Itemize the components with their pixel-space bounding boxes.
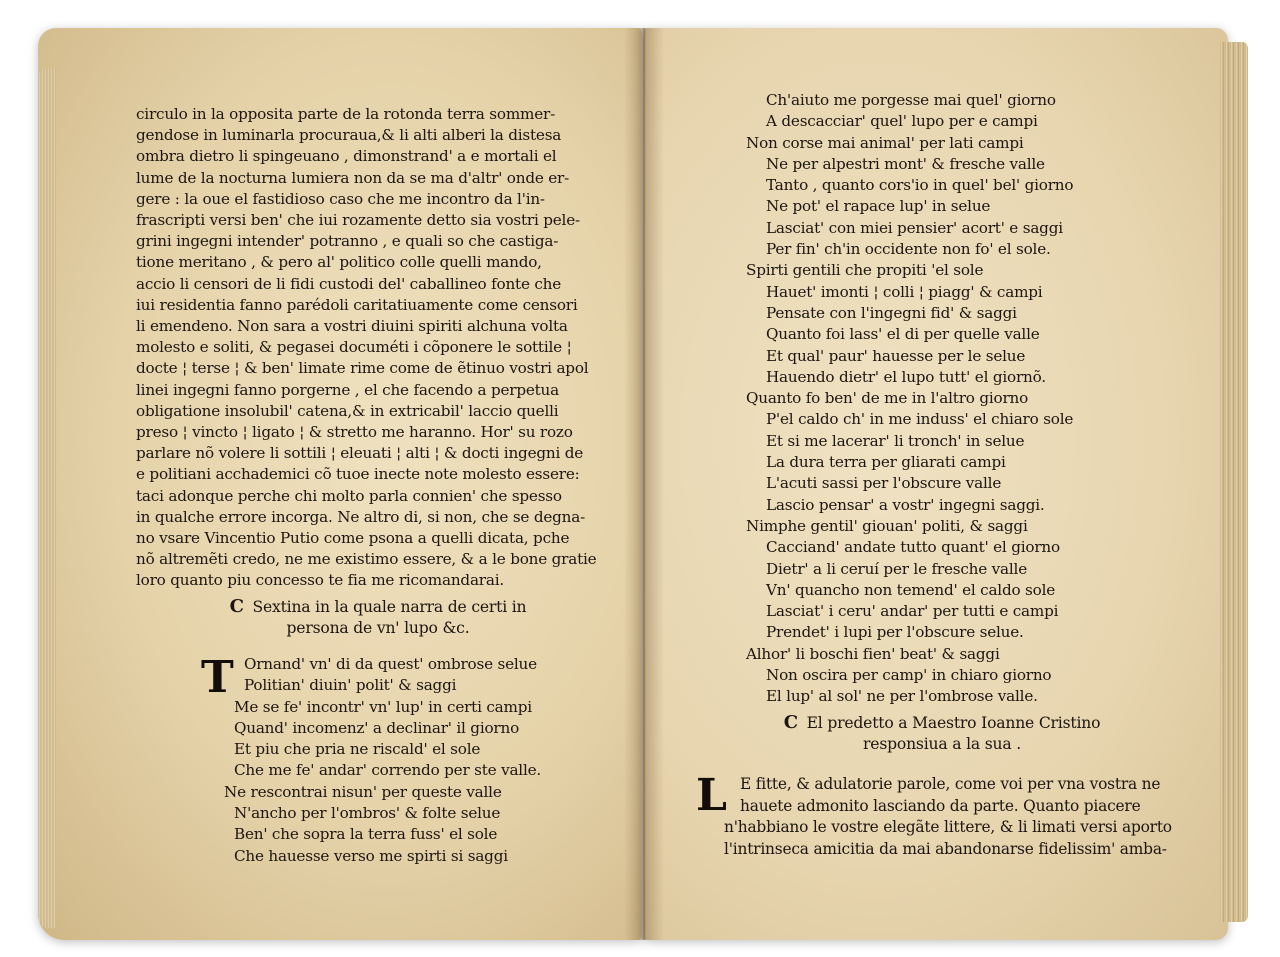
prose-line: molesto e soliti, & pegasei documéti i cõponere le sottile ¦ — [136, 338, 572, 357]
paragraph-mark-icon: C — [783, 712, 798, 733]
drop-cap: T — [201, 652, 234, 703]
drop-cap: L — [696, 770, 727, 821]
prose-line: loro quanto piu concesso te fia me ricomandarai. — [136, 571, 504, 590]
verse-line: Et piu che pria ne riscald' el sole — [234, 740, 481, 759]
verse-line: Non oscira per camp' in chiaro giorno — [766, 666, 1052, 685]
heading-line: persona de vn' lupo &c. — [286, 619, 470, 637]
verse-line: Spirti gentili che propiti 'el sole — [746, 261, 984, 280]
verse-line: Politian' diuin' polit' & saggi — [244, 676, 457, 695]
book-gutter — [624, 28, 664, 940]
heading-line: Sextina in la quale narra de certi in — [252, 598, 527, 616]
verse-line: Hauendo dietr' el lupo tutt' el giornõ. — [766, 367, 1046, 386]
verse-line: Ben' che sopra la terra fuss' el sole — [234, 825, 498, 844]
prose-line: circulo in la opposita parte de la rotonda terra sommer- — [136, 105, 555, 123]
verse-line: Lasciat' i ceru' andar' per tutti e campi — [766, 602, 1059, 621]
prose-line: obligatione insolubil' catena,& in extricabil' laccio quelli — [136, 401, 559, 420]
verse-line: Prendet' i lupi per l'obscure selue. — [766, 623, 1024, 642]
prose-line: grini ingegni intender' potranno , e quali so che castiga- — [136, 232, 559, 251]
left-verse-block — [224, 654, 614, 867]
verse-line: Ornand' vn' di da quest' ombrose selue — [244, 655, 537, 673]
verse-line: Ch'aiuto me porgesse mai quel' giorno — [766, 91, 1056, 109]
prose-line: nõ altremẽti credo, ne me existimo essere, & a le bone gratie — [136, 550, 597, 569]
page-edges — [1220, 42, 1248, 922]
verse-line: A descacciar' quel' lupo per e campi — [766, 112, 1038, 131]
heading-line: El predetto a Maestro Ioanne Cristino — [806, 714, 1101, 732]
open-book — [38, 28, 1250, 940]
heading-line: responsiua a la sua . — [863, 735, 1021, 753]
left-page — [38, 28, 642, 940]
verse-line: Ne per alpestri mont' & fresche valle — [766, 154, 1045, 173]
prose-line: gere : la oue el fastidioso caso che me incontro da l'in- — [136, 189, 545, 208]
verse-line: L'acuti sassi per l'obscure valle — [766, 474, 1002, 493]
right-page — [644, 28, 1228, 940]
prose-line: iui residentia fanno parédoli caritatiuamente come censori — [136, 295, 578, 314]
verse-line: Et qual' paur' hauesse per le selue — [766, 346, 1026, 365]
verse-line: Et si me lacerar' li tronch' in selue — [766, 431, 1025, 450]
verse-line: Lasciat' con miei pensier' acort' e saggi — [766, 218, 1063, 237]
verse-line: Hauet' imonti ¦ colli ¦ piagg' & campi — [766, 282, 1043, 301]
prose-line: lume de la nocturna lumiera non da se ma d'altr' onde er- — [136, 168, 570, 187]
verse-line: Alhor' li boschi fien' beat' & saggi — [746, 644, 1000, 663]
verse-line: Che hauesse verso me spirti si saggi — [234, 846, 508, 865]
prose-line: taci adonque perche chi molto parla connien' che spesso — [136, 486, 562, 505]
verse-line: Ne rescontrai nisun' per queste valle — [224, 782, 502, 801]
verse-line: Non corse mai animal' per lati campi — [746, 133, 1024, 152]
sextina-heading — [188, 596, 568, 639]
prose-line: frascripti versi ben' che iui rozamente detto sia vostri pele- — [136, 211, 580, 230]
verse-line: Me se fe' incontr' vn' lup' in certi campi — [234, 697, 532, 716]
verse-line: P'el caldo ch' in me induss' el chiaro sole — [766, 410, 1074, 429]
right-verse-block — [746, 90, 1206, 708]
prose-line: no vsare Vincentio Putio come psona a quelli dicata, pche — [136, 529, 570, 548]
prose-line: tione meritano , & pero al' politico colle quelli mando, — [136, 253, 542, 272]
verse-line: Quand' incomenz' a declinar' il giorno — [234, 718, 520, 737]
prose-line: gendose in luminarla procurauа,& li alti alberi la distesa — [136, 126, 562, 145]
prose-line: ombra dietro li spingeuano , dimonstrand' a e mortali el — [136, 147, 557, 166]
prose-line: n'habbiano le vostre elegãte littere, & li limati versi aporto — [724, 818, 1172, 836]
left-page-edge — [38, 68, 56, 928]
prose-line: linei ingegni fanno porgerne , el che facendo a perpetua — [136, 380, 559, 399]
prose-line: hauete admonito lasciando da parte. Quanto piacere — [740, 796, 1141, 815]
verse-line: Tanto , quanto cors'io in quel' bel' giorno — [766, 176, 1074, 195]
verse-line: Che me fe' andar' correndo per ste valle. — [234, 761, 542, 780]
prose-line: l'intrinseca amicitia da mai abandonarse fidelissim' amba- — [724, 839, 1167, 858]
left-prose-block — [136, 104, 614, 592]
prose-line: e politiani acchademici cõ tuoe inecte note molesto essere: — [136, 465, 580, 484]
verse-line: Cacciand' andate tutto quant' el giorno — [766, 538, 1060, 557]
responsiua-heading — [712, 712, 1172, 755]
prose-line: E fitte, & adulatorie parole, come voi per vna vostra ne — [740, 775, 1161, 793]
verse-line: Quanto fo ben' de me in l'altro giorno — [746, 389, 1029, 408]
verse-line: Pensate con l'ingegni fid' & saggi — [766, 303, 1017, 322]
prose-line: docte ¦ terse ¦ & ben' limate rime come de ẽtinuo vostri apol — [136, 359, 589, 378]
paragraph-mark-icon: C — [229, 596, 244, 617]
verse-line: Ne pot' el rapace lup' in selue — [766, 197, 991, 216]
verse-line: Dietr' a li ceruí per le fresche valle — [766, 559, 1028, 578]
prose-line: li emendeno. Non sara a vostri diuini spiriti alchuna volta — [136, 317, 568, 336]
verse-line: Quanto foi lass' el di per quelle valle — [766, 325, 1040, 344]
prose-line: preso ¦ vincto ¦ ligato ¦ & stretto me haranno. Hor' su rozo — [136, 423, 573, 442]
verse-line: Per fin' ch'in occidente non fo' el sole. — [766, 240, 1051, 259]
verse-line: La dura terra per gliarati campi — [766, 453, 1006, 472]
verse-line: Vn' quancho non temend' el caldo sole — [766, 580, 1056, 599]
verse-line: Lascio pensar' a vostr' ingegni saggi. — [766, 495, 1045, 514]
verse-line: Nimphe gentil' giouan' politi, & saggi — [746, 516, 1028, 535]
verse-line: El lup' al sol' ne per l'ombrose valle. — [766, 687, 1038, 706]
right-prose-block — [724, 774, 1200, 860]
prose-line: in qualche errore incorga. Ne altro di, si non, che se degna- — [136, 507, 586, 526]
verse-line: N'ancho per l'ombros' & folte selue — [234, 804, 501, 823]
prose-line: parlare nõ volere li sottili ¦ eleuati ¦ alti ¦ & docti ingegni de — [136, 444, 584, 463]
prose-line: accio li censori de li fidi custodi del' caballineo fonte che — [136, 274, 562, 293]
